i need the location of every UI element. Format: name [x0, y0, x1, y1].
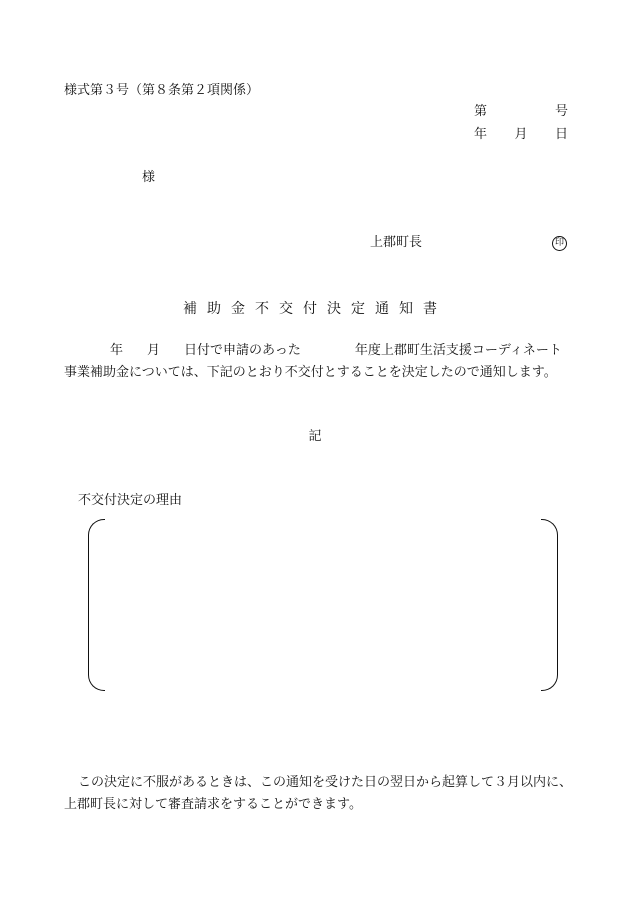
form-number: 様式第３号（第８条第２項関係）: [64, 83, 260, 98]
number-suffix: 号: [554, 104, 568, 119]
document-date: [474, 128, 568, 141]
body-month: 月: [147, 343, 161, 358]
body-line1-mid: 日付で申請のあった: [184, 343, 301, 358]
reason-label: 不交付決定の理由: [78, 493, 183, 508]
body-year: 年: [110, 343, 124, 358]
appeal-notice-line-1: この決定に不服があるときは、この通知を受けた日の翌日から起算して３月以内に、: [78, 775, 573, 790]
date-year: 年: [474, 127, 488, 142]
document-title: 補助金不交付決定通知書: [183, 301, 447, 317]
date-day: 日: [554, 127, 568, 142]
appeal-notice-line-2: 上郡町長に対して審査請求をすることができます。: [64, 797, 362, 812]
reason-bracket-right: [541, 519, 558, 691]
body-line-1: [110, 344, 562, 357]
document-number: [474, 105, 568, 118]
sender-title: 上郡町長: [370, 235, 423, 250]
seal-mark-icon: 印: [552, 236, 567, 251]
body-line1-end: 年度上郡町生活支援コーディネート: [354, 343, 562, 358]
record-heading: 記: [308, 429, 322, 444]
body-line-2: 事業補助金については、下記のとおり不交付とすることを決定したので通知します。: [64, 365, 557, 380]
number-prefix: 第: [474, 104, 488, 119]
reason-bracket-left: [88, 519, 105, 691]
date-month: 月: [514, 127, 528, 142]
recipient-honorific: 様: [142, 170, 156, 185]
